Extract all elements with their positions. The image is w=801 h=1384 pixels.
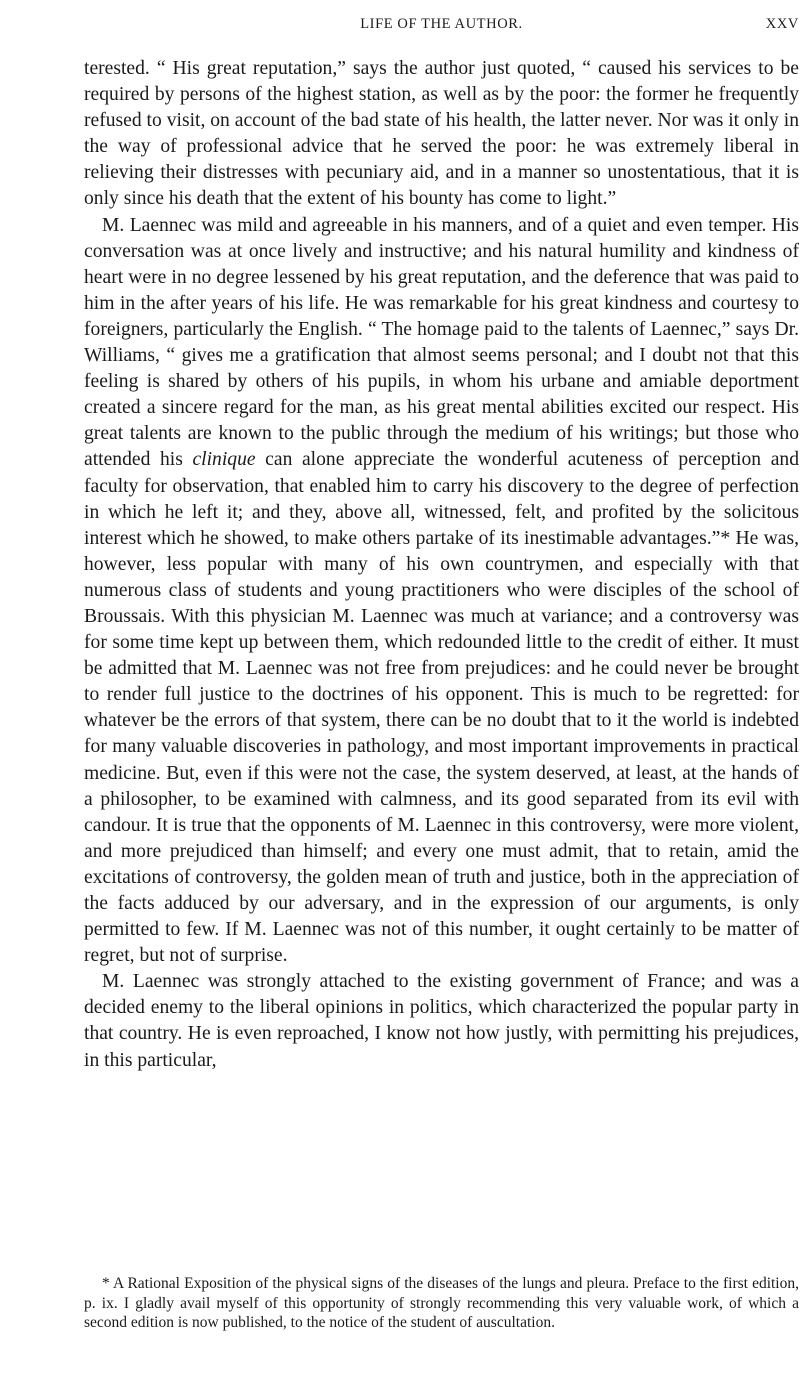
- body-text: [84, 56, 799, 1074]
- paragraph-segment: can alone appreciate the wonderful acuteness of perception and faculty for observation, that enabled him to carry his discovery to the degree of perfection in which he left it; and they, above all, witnessed, felt, and profited by the solicitous interest which he showed, to make others partake of its inestimable advantages.”* He was, however, less popular with many of his own countrymen, and especially with that numerous class of students and young practitioners who were disciples of the school of Broussais. With this physician M. Laennec was much at variance; and a controversy was for some time kept up between them, which redounded little to the credit of either. It must be admitted that M. Laennec was not free from prejudices: and he could never be brought to render full justice to the doctrines of his opponent. This is much to be regretted: for whatever be the errors of that system, there can be no doubt that to it the world is indebted for many valuable discoveries in pathology, and most important improvements in practical medicine. But, even if this were not the case, the system deserved, at least, at the hands of a philosopher, to be examined with calmness, and its good separated from its evil with candour. It is true that the opponents of M. Laennec in this controversy, were more violent, and more prejudiced than himself; and every one must admit, that to retain, amid the excitations of controversy, the golden mean of truth and justice, both in the appreciation of the facts adduced by our adversary, and in the expression of our arguments, is only permitted to few. If M. Laennec was not of this number, it ought certainly to be matter of regret, but not of surprise.: [84, 449, 799, 967]
- paragraph: [84, 56, 799, 213]
- running-title: LIFE OF THE AUTHOR.: [360, 16, 523, 32]
- running-header: [84, 14, 799, 38]
- footnote-text: * A Rational Exposition of the physical signs of the diseases of the lungs and pleura. Preface to the first edition, p. ix. I gladly avail myself of this opportunity of strongly recommending this very valuable work, of which a second edition is now published, to the notice of the student of auscultation.: [84, 1275, 799, 1331]
- paragraph-segment: terested. “ His great reputation,” says the author just quoted, “ caused his services to be required by persons of the highest station, as well as by the poor: the former he frequently refused to visit, on account of the bad state of his health, the latter never. Nor was it only in the way of professional advice that he served the poor: he was extremely liberal in relieving their distresses with pecuniary aid, and in a manner so unostentatious, that it is only since his death that the extent of his bounty has come to light.”: [84, 58, 799, 210]
- paragraph-segment: M. Laennec was mild and agreeable in his manners, and of a quiet and even temper. His conversation was at once lively and instructive; and his natural humility and kindness of heart were in no degree lessened by his great reputation, and the deference that was paid to him in the after years of his life. He was remarkable for his great kindness and courtesy to foreigners, particularly the English. “ The homage paid to the talents of Laennec,” says Dr. Williams, “ gives me a gratification that almost seems personal; and I doubt not that this feeling is shared by others of his pupils, in whom his urbane and amiable deportment created a sincere regard for the man, as his great mental abilities excited our respect. His great talents are known to the public through the medium of his writings; but those who attended his: [84, 214, 799, 471]
- italic-term: clinique: [192, 449, 256, 471]
- paragraph-segment: M. Laennec was strongly attached to the existing government of France; and was a decided enemy to the liberal opinions in politics, which characterized the popular party in that country. He is even reproached, I know not how justly, with permitting his prejudices, in this particular,: [84, 971, 799, 1071]
- paragraph: [84, 969, 799, 1073]
- page-number: XXV: [765, 16, 799, 32]
- paragraph: [84, 213, 799, 970]
- footnote: [84, 1274, 799, 1333]
